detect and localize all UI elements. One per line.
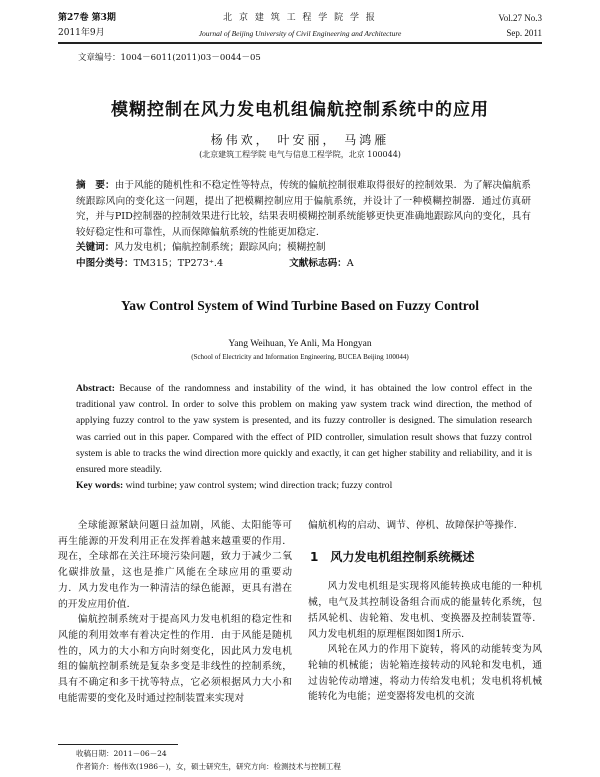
- footnote-author-bio: 作者简介：杨伟欢(1986－)，女，硕士研究生，研究方向：检测技术与控制工程: [76, 762, 341, 771]
- header-journal-cn: 北 京 建 筑 工 程 学 院 学 报: [223, 13, 377, 23]
- body-left-paragraph-1: 全球能源紧缺问题日益加剧，风能、太阳能等可再生能源的开发利用正在发挥着越来越重要的作用．现在，全球都在关注环境污染问题，致力于减少二氧化碳排放量，这也是推广风能在全球应用的重要动力．风力发电作为一种清洁的绿色能源，更具有潜在的开发应用价值．: [58, 520, 292, 610]
- keywords-en-label: Key words:: [76, 480, 124, 492]
- body-left-column: [58, 518, 292, 706]
- abstract-cn-text: 由于风能的随机性和不稳定性等特点，传统的偏航控制很难取得很好的控制效果．为了解决偏航系统跟踪风向的变化这一问题，提出了把模糊控制应用于偏航系统，并设计了一种模糊控制器．通过仿真研究，并与PID控制器的控制效果进行比较，结果表明模糊控制系统能够更快更准确地跟踪风向的变化，具有较好稳定性和可靠性，从而保障偏航系统的性能更加稳定．: [76, 180, 532, 238]
- abstract-cn-label: 摘 要：: [76, 180, 115, 191]
- authors-cn: 杨伟欢， 叶安丽， 马鸿雁: [210, 133, 390, 147]
- title-en: Yaw Control System of Wind Turbine Based on Fuzzy Control: [121, 298, 479, 313]
- body-right-paragraph-1: 风力发电机组是实现将风能转换成电能的一种机械，电气及其控制设备组合而成的能量转化系统，包括风轮机、齿轮箱、发电机、变换器及控制装置等．风力发电机组的原理框图如图1所示．: [308, 581, 542, 640]
- body-right-column: [308, 518, 542, 705]
- clc-label: 中图分类号：: [76, 257, 134, 269]
- keywords-en-text: wind turbine; yaw control system; wind direction track; fuzzy control: [123, 480, 393, 492]
- abstract-en: [76, 381, 532, 494]
- abstract-en-text: Because of the randomness and instability of the wind, it has obtained the low control effect in the traditional yaw control. In order to solve this problem on making yaw system track wind direction, the method of applying fuzzy control to the yaw system is presented, and its fuzzy controller is designed. The simulation research was carried out in this paper. Compared with the effect of PID controller, simulation result shows that fuzzy control system is able to tracks the wind direction more quickly and exactly, it can get higher stability and reliability, and it is ensured more steadily.: [76, 383, 532, 476]
- article-number: 文章编号：1004－6011(2011)03－0044－05: [78, 53, 261, 63]
- section-1-heading: [310, 550, 542, 566]
- header-volume-cn: 第27卷 第3期: [58, 13, 116, 23]
- header-date-cn: 2011年9月: [58, 28, 105, 38]
- header-date-en: Sep. 2011: [506, 28, 542, 38]
- body-right-paragraph-2: 风轮在风力的作用下旋转，将风的动能转变为风轮轴的机械能；齿轮箱连接转动的风轮和发电机，通过齿轮传动增速，将动力传给发电机；发电机将机械能转化为电能；逆变器将发电机的交流: [308, 644, 542, 703]
- doc-code-text: A: [346, 257, 354, 269]
- body-right-intro: 偏航机构的启动、调节、停机、故障保护等操作．: [308, 520, 524, 531]
- body-left-paragraph-2: 偏航控制系统对于提高风力发电机组的稳定性和风能的利用效率有着决定性的作用．由于风能是随机性的，风力的大小和方向时刻变化，因此风力发电机组的偏航控制系统是复杂多变是非线性的控制系统，具有不确定和多干扰等特点，它必须根据风力大小和电能需要的变化及时通过控制装置来实现对: [58, 614, 292, 704]
- section-1-number: 1: [310, 549, 319, 564]
- header-volume-en: Vol.27 No.3: [498, 13, 542, 23]
- clc-text: TM315；TP273⁺.4: [133, 257, 224, 269]
- doc-code-label: 文献标志码：: [289, 257, 347, 269]
- footnote-rule: [58, 744, 178, 745]
- authors-en: Yang Weihuan, Ye Anli, Ma Hongyan: [228, 339, 372, 349]
- abstract-cn: [76, 178, 531, 271]
- keywords-cn-text: 风力发电机；偏航控制系统；跟踪风向；模糊控制: [114, 242, 326, 253]
- keywords-cn-label: 关键词：: [76, 242, 115, 253]
- affiliation-en: (School of Electricity and Information Engineering, BUCEA Beijing 100044): [191, 353, 409, 361]
- header-rule: [58, 42, 542, 44]
- affiliation-cn: (北京建筑工程学院 电气与信息工程学院，北京 100044): [199, 150, 401, 159]
- footnote-received: 收稿日期：2011－06－24: [76, 749, 167, 758]
- header-journal-en: Journal of Beijing University of Civil Engineering and Architecture: [198, 29, 402, 38]
- title-cn: 模糊控制在风力发电机组偏航控制系统中的应用: [111, 100, 489, 120]
- abstract-en-label: Abstract:: [76, 383, 115, 394]
- section-1-title: 风力发电机组控制系统概述: [330, 549, 475, 564]
